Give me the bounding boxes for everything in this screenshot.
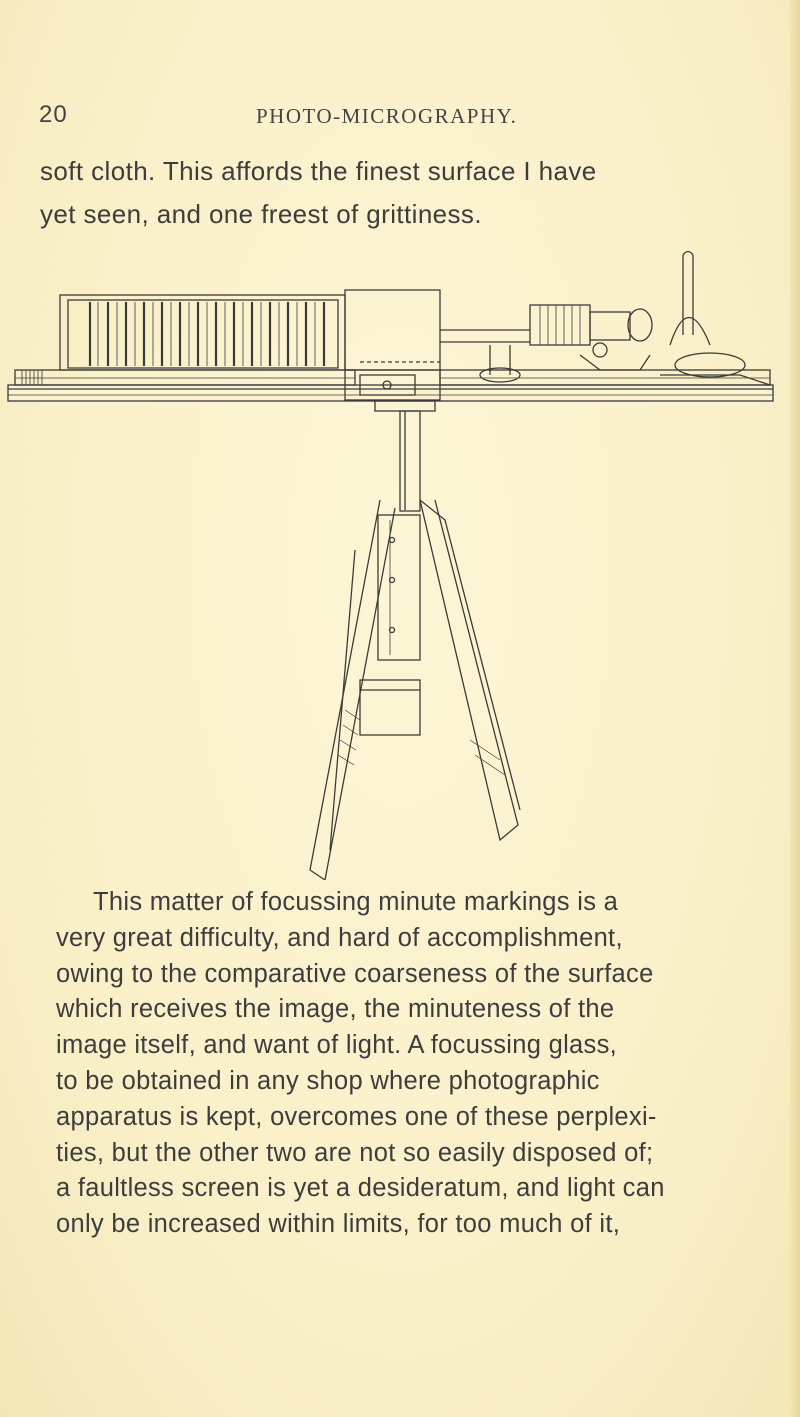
- top-paragraph: [40, 150, 760, 236]
- running-head: PHOTO-MICROGRAPHY.: [256, 104, 518, 128]
- camera-apparatus-illustration: [0, 250, 800, 880]
- text-line: yet seen, and one freest of grittiness.: [40, 199, 482, 229]
- text-line: which receives the image, the minuteness of the: [56, 995, 615, 1024]
- text-line: image itself, and want of light. A focussing glass,: [56, 1031, 618, 1060]
- page-number: 20: [39, 101, 68, 128]
- text-line: only be increased within limits, for too much of it,: [56, 1210, 621, 1239]
- text-line: to be obtained in any shop where photographic: [56, 1066, 600, 1095]
- text-line: soft cloth. This affords the finest surface I have: [40, 156, 597, 186]
- text-line: very great difficulty, and hard of accomplishment,: [56, 923, 623, 952]
- text-line: This matter of focussing minute markings is a: [93, 888, 619, 916]
- body-paragraph: [56, 885, 746, 1243]
- text-line: owing to the comparative coarseness of the surface: [56, 959, 654, 988]
- text-line: a faultless screen is yet a desideratum, and light can: [56, 1174, 665, 1203]
- text-line: apparatus is kept, overcomes one of these perplexi-: [56, 1102, 657, 1131]
- text-line: ties, but the other two are not so easily disposed of;: [56, 1138, 654, 1167]
